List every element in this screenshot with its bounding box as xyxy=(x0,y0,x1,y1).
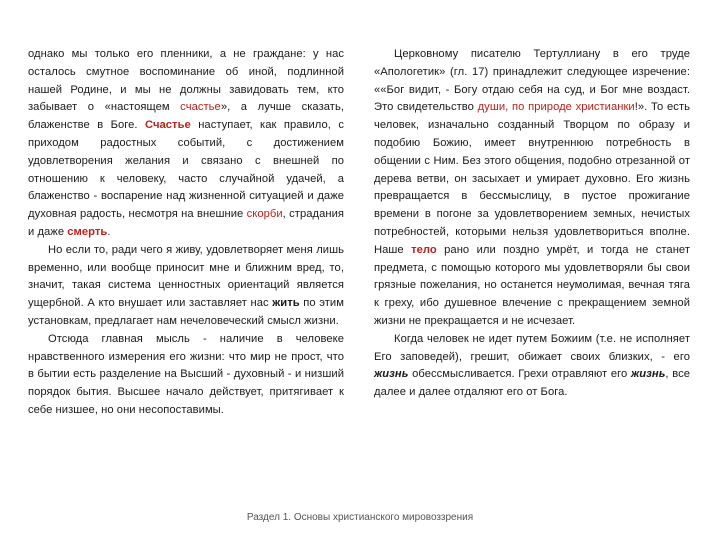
right-column xyxy=(374,46,690,402)
left-paragraph-2 xyxy=(28,242,344,331)
highlight-body: тело xyxy=(411,243,437,256)
highlight-happiness: счастье xyxy=(180,101,221,114)
highlight-soul-christian: души, по природе христианки xyxy=(477,101,635,114)
left-paragraph-3 xyxy=(28,331,344,420)
text-run: рано или поздно умрёт, и тогда не станет предмета, с помощью которого мы удовлетворяли бы свои грязные пожелания, но останется неумолимая, вечная тяга к греху, ибо душевное влечение с прекращением земной жизни не прекращается и не исчезает. xyxy=(374,243,690,327)
text-run: наступает, как правило, с приходом радостных событий, с достижением удовлетворения желания и связано с внешней по отношению к человеку, часто случайной удачей, а блаженство - воспарение над жизненной ситуацией и даже духовная радость, несмотря на внешние xyxy=(28,119,344,221)
left-paragraph-1 xyxy=(28,46,344,242)
bold-italic-life: жизнь xyxy=(630,368,666,381)
right-paragraph-2 xyxy=(374,331,690,402)
text-run: Церковному писателю Тертуллиану в его труде «Апологетик» (гл. 17) принадлежит следующее изречение: ««Бог видит, - Богу отдаю себя на суд, и Бог мне воздаст. Это свидетельство xyxy=(374,48,690,114)
text-run: , все далее и далее отдаляют его от Бога. xyxy=(374,368,690,399)
right-paragraph-1 xyxy=(374,46,690,331)
text-run: Но если то, ради чего я живу, удовлетворяет меня лишь временно, или вообще приносит мне и ближним вред, то, значит, такая система ценностных ориентаций является ущербной. А кто внушает или заставляет нас xyxy=(28,243,344,310)
text-run: обессмысливается. Грехи отравляют его xyxy=(408,368,631,381)
text-run: . xyxy=(107,225,111,238)
text-run: однако мы только его пленники, а не граждане: у нас осталось смутное воспоминание об иной, подлинной нашей Родине, и мы не должны завидовать тем, кто забывает о «настоящем xyxy=(28,48,344,114)
page-footer: Раздел 1. Основы христианского мировоззрения xyxy=(246,512,474,523)
text-run: по этим установкам, предлагает нам нечеловеческий смысл жизни. xyxy=(28,297,344,327)
text-run: Когда человек не идет путем Божиим (т.е. не исполняет Его заповедей), грешит, обижает своих близких, - его xyxy=(374,332,690,363)
highlight-sorrows: скорби xyxy=(246,208,283,221)
highlight-happiness-bold: Счастье xyxy=(144,119,191,132)
text-run: !». То есть человек, изначально созданный Творцом по образу и подобию Божию, имеет внутреннюю потребность в общении с Ним. Без этого общения, подобно отрезанной от дерева ветви, он засыхает и умирает духовно. Его жизнь превращается в бессмыслицу, в пустое прожигание времени в погоне за удовлетворением земных, нечистых потребностей, которыми нельзя удовлетвориться вполне. Наше xyxy=(374,101,690,256)
text-run: , страдания и даже xyxy=(28,208,345,238)
bold-italic-life: жизнь xyxy=(374,368,409,381)
bold-live: жить xyxy=(272,297,300,310)
text-run: », а лучше сказать, блаженстве в Боге. xyxy=(28,101,344,132)
left-column xyxy=(28,46,344,420)
text-run: Отсюда главная мысль - наличие в человеке нравственного измерения его жизни: что мир не прост, что в бытии есть разделение на Высший - духовный - и низший порядок бытия. Высшее начало действует, притягивает к себе низшее, но они несопоставимы. xyxy=(28,332,344,416)
highlight-death: смерть xyxy=(67,225,108,238)
